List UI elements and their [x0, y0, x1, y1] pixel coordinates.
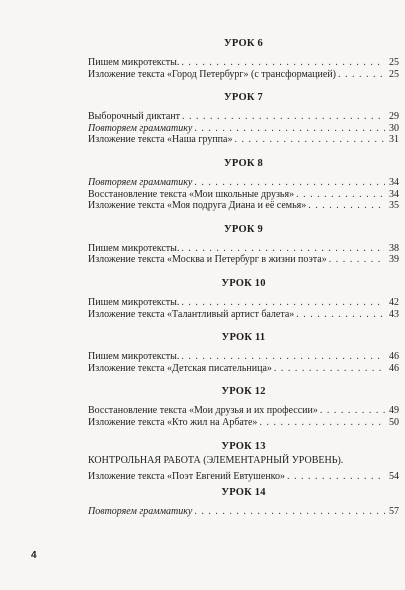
- lesson-title: УРОК 14: [221, 487, 266, 499]
- toc-entry-title: Выборочный диктант: [88, 111, 180, 123]
- toc-entry[interactable]: [88, 243, 399, 255]
- toc-entry-page: 31: [389, 134, 399, 146]
- toc-entry-title: Повторяем грамматику: [88, 122, 193, 134]
- lesson-block: [88, 224, 399, 266]
- dot-leader: [194, 123, 385, 135]
- toc-entry-page: 29: [389, 111, 399, 123]
- lesson-block: [88, 158, 399, 212]
- lesson-block: [88, 38, 399, 80]
- toc-entry-page: 50: [389, 416, 399, 428]
- toc-entry-page: 49: [389, 405, 399, 417]
- lesson-title: УРОК 7: [224, 92, 263, 104]
- toc-entry-title: Изложение текста «Поэт Евгений Евтушенко»: [88, 470, 286, 482]
- toc-entry-title: Изложение текста «Детская писательница»: [88, 362, 272, 374]
- toc-entry-title: Изложение текста «Москва и Петербург в жизни поэта»: [88, 254, 327, 266]
- lesson-title: УРОК 6: [224, 38, 263, 49]
- dot-leader: [338, 69, 385, 81]
- toc-entry-title: Изложение текста «Город Петербург» (с трансформацией): [88, 68, 336, 80]
- lesson-title: УРОК 11: [221, 332, 266, 344]
- dot-leader: [296, 189, 385, 201]
- lesson-title: УРОК 9: [224, 223, 263, 235]
- toc-entry-page: 43: [389, 308, 399, 320]
- toc-entry-page: 34: [389, 176, 399, 188]
- toc-entry[interactable]: [88, 363, 399, 375]
- lesson-block: [88, 92, 399, 146]
- toc-entry-page: 42: [389, 296, 399, 308]
- toc-entry-title: Пишем микротексты.: [88, 351, 180, 363]
- lesson-title: УРОК 12: [221, 386, 266, 398]
- dot-leader: [287, 471, 385, 483]
- toc-entry[interactable]: [88, 111, 399, 123]
- toc-entry-title: Изложение текста «Кто жил на Арбате»: [88, 416, 258, 428]
- toc-entry[interactable]: [88, 134, 399, 146]
- toc-entry-page: 39: [389, 254, 399, 266]
- dot-leader: [181, 297, 385, 309]
- toc-entry[interactable]: [88, 200, 399, 212]
- toc-entry-title: Изложение текста «Наша группа»: [88, 134, 233, 146]
- dot-leader: [182, 111, 385, 123]
- toc-entry-title: Пишем микротексты.: [88, 296, 180, 308]
- toc-entry-page: 46: [389, 362, 399, 374]
- lesson-title: УРОК 13: [221, 440, 266, 452]
- toc-entry-title: Пишем микротексты.: [88, 242, 180, 254]
- toc-entry[interactable]: [88, 405, 399, 417]
- toc-entry-page: 38: [389, 242, 399, 254]
- toc-entry-page: 46: [389, 351, 399, 363]
- toc-entry-page: 35: [389, 200, 399, 212]
- toc-entry[interactable]: [88, 123, 399, 135]
- lesson-title: УРОК 8: [224, 157, 263, 169]
- toc-entry-title: Пишем микротексты.: [88, 57, 180, 68]
- dot-leader: [259, 417, 385, 429]
- toc-entry[interactable]: [88, 297, 399, 309]
- dot-leader: [181, 351, 385, 363]
- toc-entry[interactable]: [88, 506, 399, 518]
- dot-leader: [329, 254, 385, 266]
- toc-entry-title: Повторяем грамматику: [88, 506, 193, 518]
- toc-entry[interactable]: [88, 309, 399, 321]
- lesson-block: [88, 278, 399, 320]
- dot-leader: [296, 309, 385, 321]
- lesson-note: КОНТРОЛЬНАЯ РАБОТА (ЭЛЕМЕНТАРНЫЙ УРОВЕНЬ).: [88, 454, 344, 466]
- lesson-block: [88, 441, 399, 483]
- dot-leader: [181, 57, 385, 69]
- toc-entry[interactable]: [88, 69, 399, 81]
- toc-entry[interactable]: [88, 351, 399, 363]
- lesson-block: [88, 487, 399, 518]
- dot-leader: [194, 177, 385, 189]
- toc-entry-title: Изложение текста «Талантливый артист балета»: [88, 308, 295, 320]
- table-of-contents: [88, 38, 399, 518]
- toc-entry[interactable]: [88, 57, 399, 69]
- toc-entry-title: Изложение текста «Моя подруга Диана и её семья»: [88, 200, 307, 212]
- toc-entry-page: 34: [389, 188, 399, 200]
- toc-entry[interactable]: [88, 177, 399, 189]
- dot-leader: [320, 405, 385, 417]
- lesson-block: [88, 386, 399, 428]
- toc-entry[interactable]: [88, 417, 399, 429]
- page-number: 4: [31, 550, 37, 561]
- dot-leader: [181, 243, 385, 255]
- toc-entry-page: 30: [389, 122, 399, 134]
- dot-leader: [194, 506, 385, 518]
- toc-entry-page: 57: [389, 506, 399, 518]
- toc-entry-title: Восстановление текста «Мои школьные друзья»: [88, 188, 295, 200]
- lesson-block: [88, 332, 399, 374]
- toc-entry-page: 25: [389, 68, 399, 80]
- toc-entry-page: 25: [389, 57, 399, 68]
- lesson-title: УРОК 10: [221, 277, 266, 289]
- dot-leader: [308, 200, 385, 212]
- toc-entry-title: Повторяем грамматику: [88, 176, 193, 188]
- dot-leader: [234, 134, 385, 146]
- toc-entry[interactable]: [88, 189, 399, 201]
- toc-entry[interactable]: [88, 254, 399, 266]
- toc-entry[interactable]: [88, 471, 399, 483]
- toc-entry-title: Восстановление текста «Мои друзья и их профессии»: [88, 405, 318, 417]
- toc-entry-page: 54: [389, 470, 399, 482]
- dot-leader: [274, 363, 385, 375]
